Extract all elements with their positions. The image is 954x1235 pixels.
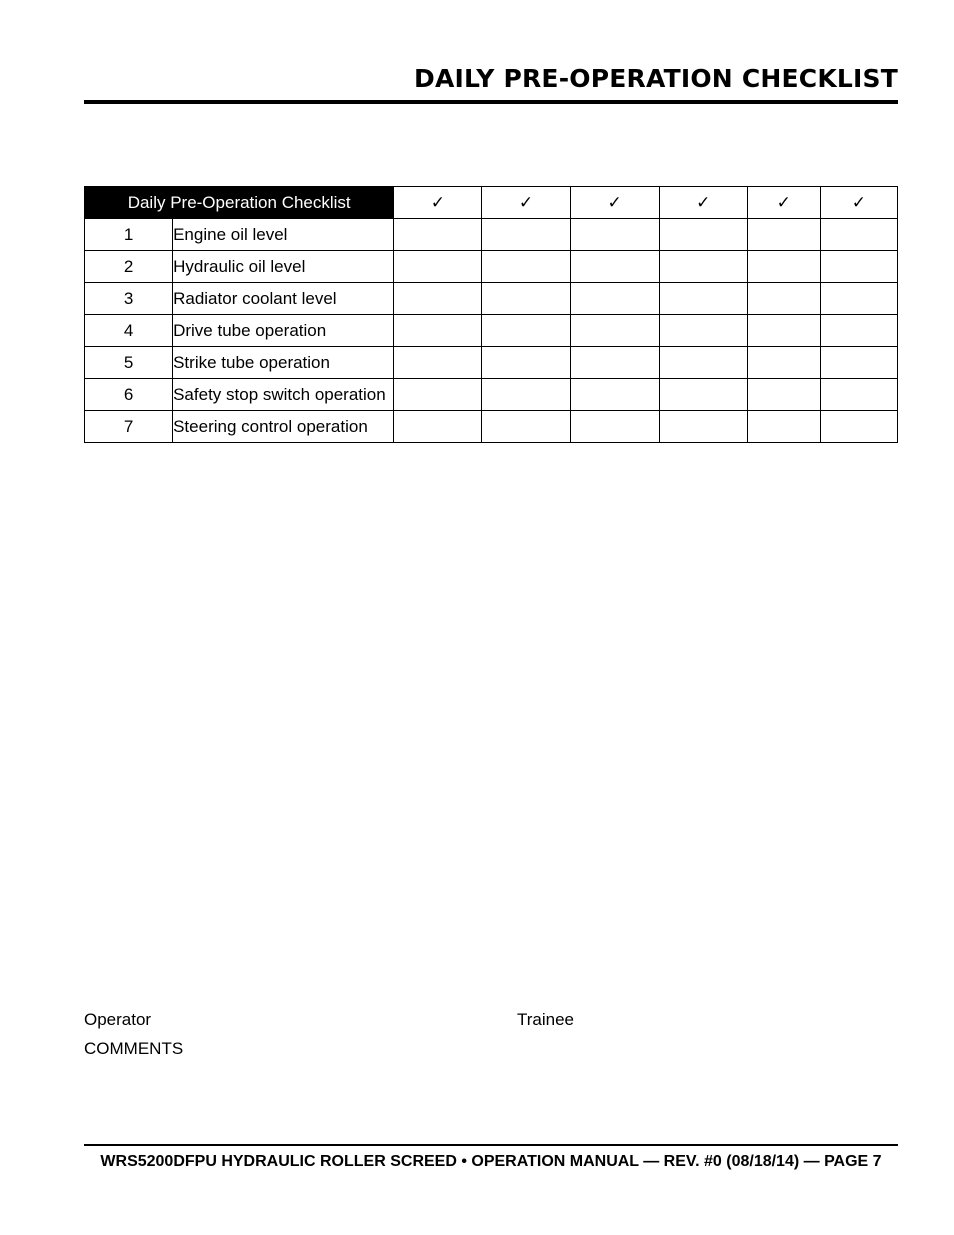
check-cell[interactable]: [747, 219, 820, 251]
check-cell[interactable]: [394, 379, 482, 411]
check-cell[interactable]: [820, 347, 897, 379]
operator-label: Operator: [84, 1010, 152, 1029]
check-cell[interactable]: [570, 379, 659, 411]
checklist-table: [84, 186, 898, 443]
check-cell[interactable]: [747, 411, 820, 443]
check-cell[interactable]: [659, 379, 747, 411]
check-column-header-1: ✓: [394, 187, 482, 219]
check-cell[interactable]: [747, 347, 820, 379]
check-cell[interactable]: [659, 315, 747, 347]
check-cell[interactable]: [747, 315, 820, 347]
check-cell[interactable]: [659, 283, 747, 315]
row-item: Strike tube operation: [173, 347, 394, 379]
row-number: 4: [85, 315, 173, 347]
check-cell[interactable]: [820, 315, 897, 347]
table-row: [85, 315, 898, 347]
check-cell[interactable]: [820, 219, 897, 251]
check-cell[interactable]: [482, 283, 570, 315]
check-column-header-2: ✓: [482, 187, 570, 219]
check-column-header-6: ✓: [820, 187, 897, 219]
checklist-header: Daily Pre-Operation Checklist: [85, 187, 394, 219]
check-cell[interactable]: [394, 251, 482, 283]
check-cell[interactable]: [570, 347, 659, 379]
check-cell[interactable]: [659, 219, 747, 251]
check-cell[interactable]: [820, 251, 897, 283]
check-column-header-3: ✓: [570, 187, 659, 219]
table-row: [85, 347, 898, 379]
row-item: Safety stop switch operation: [173, 379, 394, 411]
title-rule: [84, 100, 898, 104]
checklist-header-row: [85, 187, 898, 219]
row-number: 2: [85, 251, 173, 283]
row-item: Drive tube operation: [173, 315, 394, 347]
footer-rule: [84, 1144, 898, 1146]
check-cell[interactable]: [747, 379, 820, 411]
page-footer: WRS5200DFPU HYDRAULIC ROLLER SCREED • OPERATION MANUAL — REV. #0 (08/18/14) — PAGE 7: [100, 1153, 882, 1170]
table-row: [85, 411, 898, 443]
check-cell[interactable]: [570, 219, 659, 251]
page-title: DAILY PRE-OPERATION CHECKLIST: [414, 64, 898, 93]
check-cell[interactable]: [394, 219, 482, 251]
check-cell[interactable]: [570, 251, 659, 283]
check-cell[interactable]: [820, 283, 897, 315]
check-cell[interactable]: [820, 411, 897, 443]
row-item: Hydraulic oil level: [173, 251, 394, 283]
check-cell[interactable]: [747, 251, 820, 283]
table-row: [85, 251, 898, 283]
check-cell[interactable]: [394, 315, 482, 347]
check-cell[interactable]: [659, 411, 747, 443]
check-cell[interactable]: [482, 411, 570, 443]
check-cell[interactable]: [482, 315, 570, 347]
row-number: 3: [85, 283, 173, 315]
table-row: [85, 283, 898, 315]
check-cell[interactable]: [570, 315, 659, 347]
check-cell[interactable]: [482, 219, 570, 251]
row-number: 5: [85, 347, 173, 379]
row-number: 1: [85, 219, 173, 251]
check-cell[interactable]: [570, 283, 659, 315]
check-cell[interactable]: [820, 379, 897, 411]
table-row: [85, 379, 898, 411]
check-cell[interactable]: [482, 347, 570, 379]
comments-label: COMMENTS: [84, 1039, 184, 1058]
row-number: 6: [85, 379, 173, 411]
check-column-header-4: ✓: [659, 187, 747, 219]
check-cell[interactable]: [747, 283, 820, 315]
check-cell[interactable]: [394, 411, 482, 443]
row-number: 7: [85, 411, 173, 443]
check-cell[interactable]: [659, 251, 747, 283]
row-item: Radiator coolant level: [173, 283, 394, 315]
check-cell[interactable]: [659, 347, 747, 379]
check-cell[interactable]: [570, 411, 659, 443]
check-cell[interactable]: [482, 251, 570, 283]
table-row: [85, 219, 898, 251]
check-cell[interactable]: [394, 347, 482, 379]
trainee-label: Trainee: [517, 1010, 575, 1029]
row-item: Steering control operation: [173, 411, 394, 443]
check-cell[interactable]: [482, 379, 570, 411]
check-cell[interactable]: [394, 283, 482, 315]
row-item: Engine oil level: [173, 219, 394, 251]
check-column-header-5: ✓: [747, 187, 820, 219]
